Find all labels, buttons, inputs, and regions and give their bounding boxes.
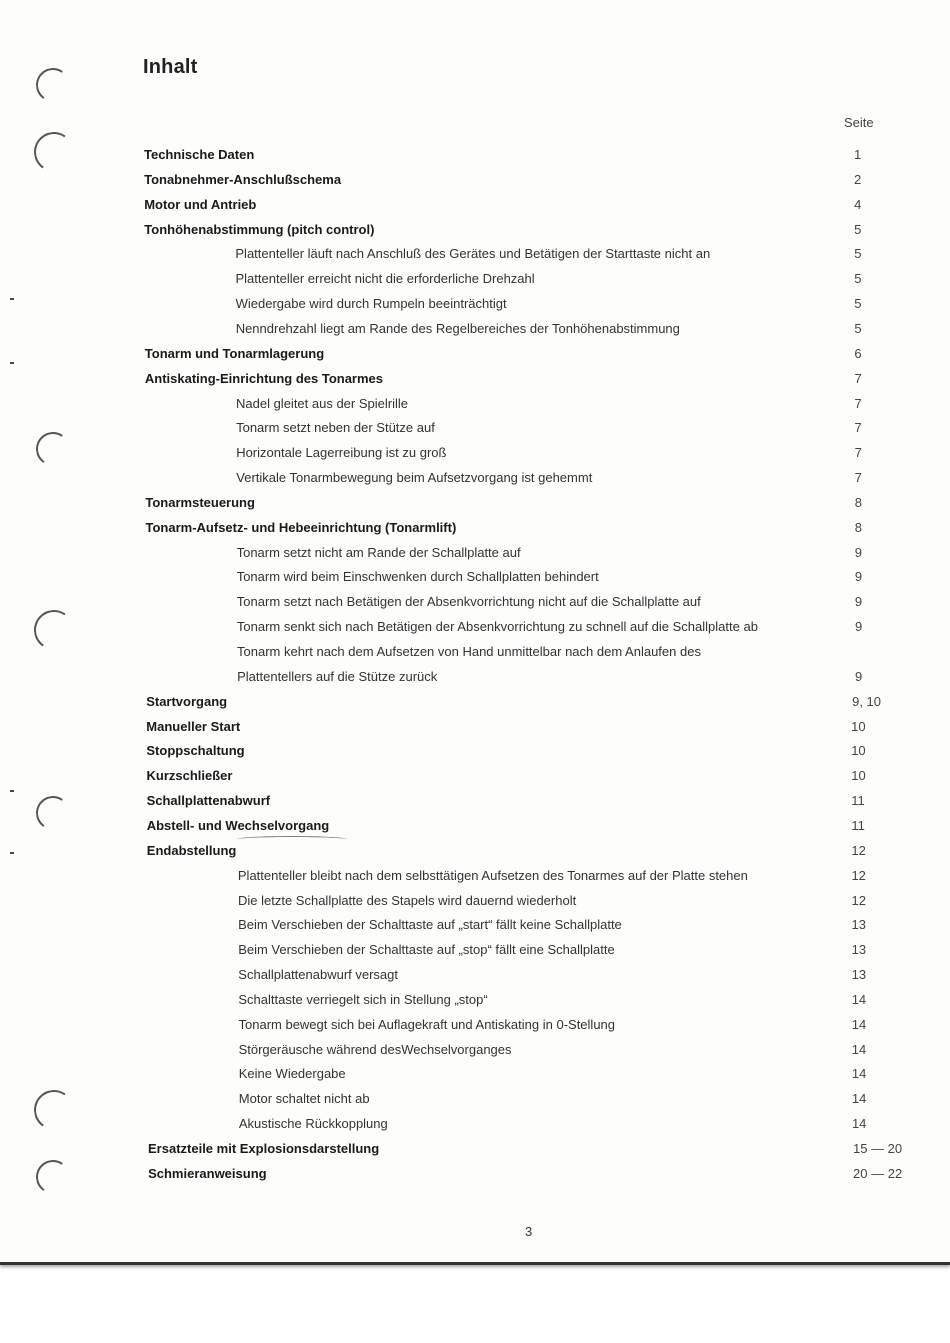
toc-entry-label: Stoppschaltung	[146, 743, 245, 759]
toc-entry-label: Endabstellung	[146, 842, 237, 858]
toc-entry-sub	[0, 269, 950, 289]
toc-entry-page: 5	[854, 221, 862, 237]
toc-entry-label: Tonhöhenabstimmung (pitch control)	[144, 221, 375, 237]
toc-entry-main	[0, 692, 950, 712]
toc-entry-page: 5	[854, 320, 862, 336]
toc-entry-label: Tonarm senkt sich nach Betätigen der Absenkvorrichtung zu schnell auf die Schallplatte ab	[236, 619, 758, 635]
toc-entry-label: Keine Wiedergabe	[238, 1066, 346, 1082]
toc-entry-page: 13	[851, 967, 867, 983]
binder-hole	[33, 65, 72, 104]
toc-entry-page: 13	[851, 942, 867, 958]
toc-entry-label: Tonarm kehrt nach dem Aufsetzen von Hand unmittelbar nach dem Anlaufen des	[237, 644, 701, 659]
toc-entry-main	[0, 741, 950, 761]
toc-entry-page: 9	[855, 668, 863, 684]
toc-entry-page: 11	[851, 793, 865, 809]
toc-entry-page: 10	[851, 768, 866, 784]
toc-entry-sub	[0, 567, 950, 587]
toc-entry-main	[0, 145, 950, 165]
toc-entry-page: 12	[851, 892, 866, 908]
toc-entry-label: Manueller Start	[146, 718, 241, 734]
toc-entry-label: Tonarm setzt neben der Stütze auf	[236, 420, 435, 436]
toc-entry-sub	[0, 940, 950, 960]
toc-entry-sub	[0, 667, 950, 687]
toc-entry-sub	[0, 990, 950, 1010]
toc-entry-page: 11	[851, 817, 865, 833]
toc-entry-page: 4	[854, 196, 862, 212]
toc-entry-page: 5	[854, 246, 862, 262]
toc-entry-label: Vertikale Tonarmbewegung beim Aufsetzvorgang ist gehemmt	[236, 470, 593, 486]
toc-entry-label: Motor und Antrieb	[144, 196, 257, 212]
toc-entry-label: Tonabnehmer-Anschlußschema	[144, 171, 342, 187]
toc-entry-label: Plattenteller bleibt nach dem selbsttätigen Aufsetzen des Tonarmes auf der Platte stehen	[237, 867, 748, 883]
page-column-header: Seite	[844, 115, 874, 130]
toc-entry-sub	[0, 468, 950, 488]
toc-entry-label: Nenndrehzahl liegt am Rande des Regelbereiches der Tonhöhenabstimmung	[235, 320, 680, 336]
toc-entry-page: 9	[854, 544, 863, 560]
toc-entry-page: 8	[854, 494, 862, 510]
toc-entry-label: Störgeräusche während desWechselvorganges	[238, 1041, 512, 1057]
toc-entry-page: 7	[854, 445, 862, 461]
toc-entry-sub	[0, 617, 950, 637]
toc-entry-label: Schalttaste verriegelt sich in Stellung „stop“	[238, 991, 488, 1007]
toc-entry-sub	[0, 915, 950, 935]
toc-entry-main	[0, 170, 950, 190]
page-title: Inhalt	[143, 56, 198, 78]
toc-entry-main	[0, 1164, 950, 1184]
toc-entry-label: Tonarm setzt nach Betätigen der Absenkvorrichtung nicht auf die Schallplatte auf	[236, 594, 701, 610]
toc-entry-main	[0, 791, 950, 811]
toc-entry-sub	[0, 294, 950, 314]
toc-entry-page: 2	[854, 171, 862, 187]
toc-entry-label: Plattentellers auf die Stütze zurück	[237, 668, 438, 684]
toc-entry-label: Antiskating-Einrichtung des Tonarmes	[144, 370, 384, 386]
toc-entry-main	[0, 766, 950, 786]
toc-entry-main	[0, 717, 950, 737]
toc-entry-label: Motor schaltet nicht ab	[238, 1091, 370, 1107]
toc-entry-page: 20 — 22	[853, 1165, 903, 1181]
toc-entry-sub	[0, 543, 950, 563]
toc-entry-label: Nadel gleitet aus der Spielrille	[236, 395, 408, 411]
toc-entry-page: 10	[851, 743, 866, 759]
toc-entry-page: 12	[851, 842, 866, 858]
toc-entry-label: Ersatzteile mit Explosionsdarstellung	[148, 1141, 380, 1156]
toc-entry-label: Technische Daten	[144, 147, 255, 162]
toc-entry-page: 12	[851, 867, 866, 883]
page-number: 3	[525, 1224, 533, 1239]
toc-entry-label: Kurzschließer	[146, 768, 233, 784]
toc-entry-page: 8	[854, 519, 862, 535]
toc-entry-main	[0, 841, 950, 861]
toc-entry-page: 14	[851, 1066, 867, 1082]
toc-entry-sub	[0, 642, 950, 662]
toc-entry-page: 14	[851, 1041, 867, 1057]
toc-entry-sub	[0, 418, 950, 438]
toc-entry-main	[0, 816, 950, 836]
toc-entry-label: Horizontale Lagerreibung ist zu groß	[236, 445, 447, 461]
toc-entry-page: 7	[854, 470, 862, 486]
toc-entry-sub	[0, 891, 950, 911]
toc-entry-main	[0, 220, 950, 240]
toc-entry-main	[0, 493, 950, 513]
toc-entry-page: 13	[851, 917, 867, 933]
toc-entry-sub	[0, 394, 950, 414]
toc-entry-label: Die letzte Schallplatte des Stapels wird dauernd wiederholt	[238, 892, 577, 908]
toc-entry-main	[0, 518, 950, 538]
toc-entry-page: 5	[854, 271, 862, 287]
toc-entry-page: 10	[851, 718, 866, 734]
toc-entry-label: Tonarm und Tonarmlagerung	[144, 345, 325, 361]
toc-entry-sub	[0, 1114, 950, 1134]
toc-entry-page: 1	[854, 147, 862, 162]
toc-entry-label: Abstell- und Wechselvorgang	[146, 817, 330, 833]
toc-entry-page: 9, 10	[852, 693, 882, 709]
toc-entry-label: Akustische Rückkopplung	[238, 1116, 388, 1132]
toc-entry-label: Schmieranweisung	[148, 1165, 267, 1181]
toc-entry-label: Tonarm wird beim Einschwenken durch Schallplatten behindert	[236, 569, 599, 585]
toc-entry-page: 7	[854, 420, 862, 436]
toc-entry-sub	[0, 1040, 950, 1060]
toc-entry-main	[0, 195, 950, 215]
toc-entry-page: 14	[851, 1016, 867, 1032]
toc-entry-label: Tonarmsteuerung	[145, 494, 255, 510]
toc-entry-main	[0, 369, 950, 389]
toc-entry-label: Schallplattenabwurf versagt	[238, 967, 398, 983]
toc-entry-label: Schallplattenabwurf	[146, 793, 271, 809]
toc-entry-page: 14	[851, 1116, 867, 1132]
toc-entry-label: Beim Verschieben der Schalttaste auf „start“ fällt keine Schallplatte	[238, 917, 622, 933]
toc-entry-main	[0, 344, 950, 364]
toc-entry-page: 7	[854, 395, 862, 411]
toc-entry-label: Plattenteller läuft nach Anschluß des Gerätes und Betätigen der Starttaste nicht an	[235, 246, 711, 262]
toc-entry-sub	[0, 592, 950, 612]
toc-entry-page: 6	[854, 345, 862, 361]
toc-entry-page: 9	[854, 569, 863, 585]
toc-entry-page: 15 — 20	[853, 1141, 903, 1156]
toc-entry-label: Beim Verschieben der Schalttaste auf „stop“ fällt eine Schallplatte	[238, 942, 615, 958]
toc-entry-label: Tonarm-Aufsetz- und Hebeeinrichtung (Tonarmlift)	[145, 519, 457, 535]
toc-entry-page: 9	[854, 619, 863, 635]
toc-entry-page: 14	[851, 1091, 867, 1107]
toc-entry-label: Tonarm bewegt sich bei Auflagekraft und Antiskating in 0-Stellung	[238, 1016, 616, 1032]
toc-entry-sub	[0, 244, 950, 264]
toc-entry-sub	[0, 443, 950, 463]
toc-entry-main	[0, 1139, 950, 1159]
toc-entry-sub	[0, 866, 950, 886]
toc-entry-page: 9	[854, 594, 863, 610]
toc-entry-page: 5	[854, 296, 862, 312]
toc-entry-page: 7	[854, 370, 862, 386]
toc-entry-sub	[0, 319, 950, 339]
toc-entry-sub	[0, 1015, 950, 1035]
pencil-underline	[236, 836, 348, 843]
toc-entry-sub	[0, 1064, 950, 1084]
toc-entry-label: Wiedergabe wird durch Rumpeln beeinträchtigt	[235, 296, 507, 312]
toc-entry-sub	[0, 965, 950, 985]
toc-entry-label: Plattenteller erreicht nicht die erforderliche Drehzahl	[235, 271, 535, 287]
toc-entry-page: 14	[851, 991, 867, 1007]
toc-entry-label: Tonarm setzt nicht am Rande der Schallplatte auf	[236, 544, 521, 560]
toc-entry-label: Startvorgang	[146, 693, 228, 709]
toc-entry-sub	[0, 1089, 950, 1109]
